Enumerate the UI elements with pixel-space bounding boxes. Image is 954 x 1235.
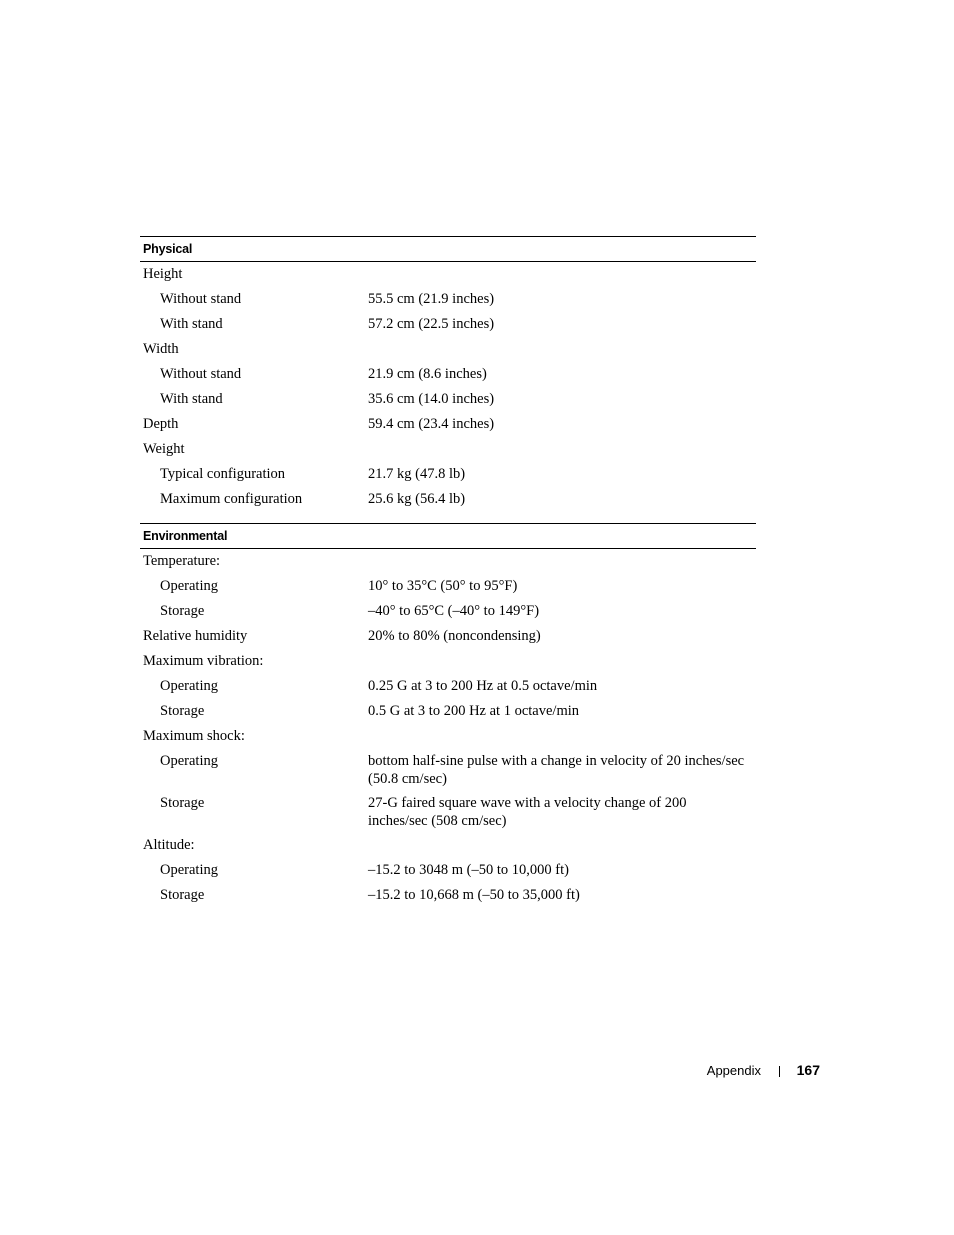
spec-label: Maximum configuration [160,491,303,507]
spec-value [368,725,748,750]
footer-section-name: Appendix [706,1063,761,1078]
spec-value: 27-G faired square wave with a velocity change of 200 inches/sec (508 cm/sec) [368,795,687,829]
environmental-spec-table [140,523,756,909]
spec-value [368,834,748,859]
spec-value: 57.2 cm (22.5 inches) [368,316,495,332]
spec-value: 0.5 G at 3 to 200 Hz at 1 octave/min [368,703,580,719]
spec-row-altitude [140,834,756,859]
spec-label: Operating [160,578,218,594]
spec-label: Height [143,266,183,282]
spec-value: –15.2 to 10,668 m (–50 to 35,000 ft) [368,887,580,903]
spec-row-weight-typical [140,463,756,488]
spec-row-temperature [140,550,756,575]
spec-value: 20% to 80% (noncondensing) [368,628,541,644]
spec-label: Typical configuration [160,466,286,482]
spec-value [368,338,748,363]
spec-value: –40° to 65°C (–40° to 149°F) [368,603,540,619]
spec-row-shock-operating [140,750,756,792]
spec-value: 35.6 cm (14.0 inches) [368,391,495,407]
spec-row-width-with-stand [140,388,756,413]
footer-divider [779,1066,780,1077]
spec-value [368,438,748,463]
spec-row-depth [140,413,756,438]
spec-label: Without stand [160,366,242,382]
section-title-environmental: Environmental [140,523,756,549]
spec-label: Width [143,341,179,357]
spec-value [368,550,748,575]
spec-value [368,650,748,675]
physical-spec-table [140,236,756,513]
spec-value: –15.2 to 3048 m (–50 to 10,000 ft) [368,862,569,878]
spec-row-weight [140,438,756,463]
spec-value: bottom half-sine pulse with a change in velocity of 20 inches/sec (50.8 cm/sec) [368,753,745,787]
spec-label: Operating [160,753,218,769]
spec-value [368,263,748,288]
spec-label: Maximum shock: [143,728,245,744]
spec-row-altitude-operating [140,859,756,884]
spec-row-weight-maximum [140,488,756,513]
spec-label: With stand [160,316,223,332]
spec-row-height-without-stand [140,288,756,313]
spec-value: 21.9 cm (8.6 inches) [368,366,487,382]
spec-label: Weight [143,441,185,457]
spec-label: Storage [160,603,205,619]
spec-row-height-with-stand [140,313,756,338]
spec-value: 10° to 35°C (50° to 95°F) [368,578,518,594]
spec-row-width [140,338,756,363]
page-footer [600,1061,820,1081]
spec-label: Altitude: [143,837,195,853]
spec-row-relative-humidity [140,625,756,650]
page-number: 167 [796,1062,820,1078]
spec-label: Storage [160,887,205,903]
spec-label: Operating [160,678,218,694]
spec-label: Storage [160,703,205,719]
section-title-physical: Physical [140,236,756,262]
spec-row-altitude-storage [140,884,756,909]
spec-value: 21.7 kg (47.8 lb) [368,466,466,482]
spec-row-vibration-storage [140,700,756,725]
spec-label: Relative humidity [143,628,248,644]
spec-label: Operating [160,862,218,878]
spec-row-maximum-shock [140,725,756,750]
spec-row-height [140,263,756,288]
spec-row-vibration-operating [140,675,756,700]
spec-row-temperature-storage [140,600,756,625]
spec-label: Temperature: [143,553,221,569]
spec-row-temperature-operating [140,575,756,600]
spec-label: Depth [143,416,179,432]
spec-row-shock-storage [140,792,756,834]
spec-value: 55.5 cm (21.9 inches) [368,291,495,307]
spec-label: Maximum vibration: [143,653,264,669]
spec-label: With stand [160,391,223,407]
spec-row-width-without-stand [140,363,756,388]
spec-row-maximum-vibration [140,650,756,675]
spec-label: Without stand [160,291,242,307]
spec-value: 59.4 cm (23.4 inches) [368,416,495,432]
spec-value: 0.25 G at 3 to 200 Hz at 0.5 octave/min [368,678,598,694]
spec-label: Storage [160,795,205,811]
spec-value: 25.6 kg (56.4 lb) [368,491,466,507]
